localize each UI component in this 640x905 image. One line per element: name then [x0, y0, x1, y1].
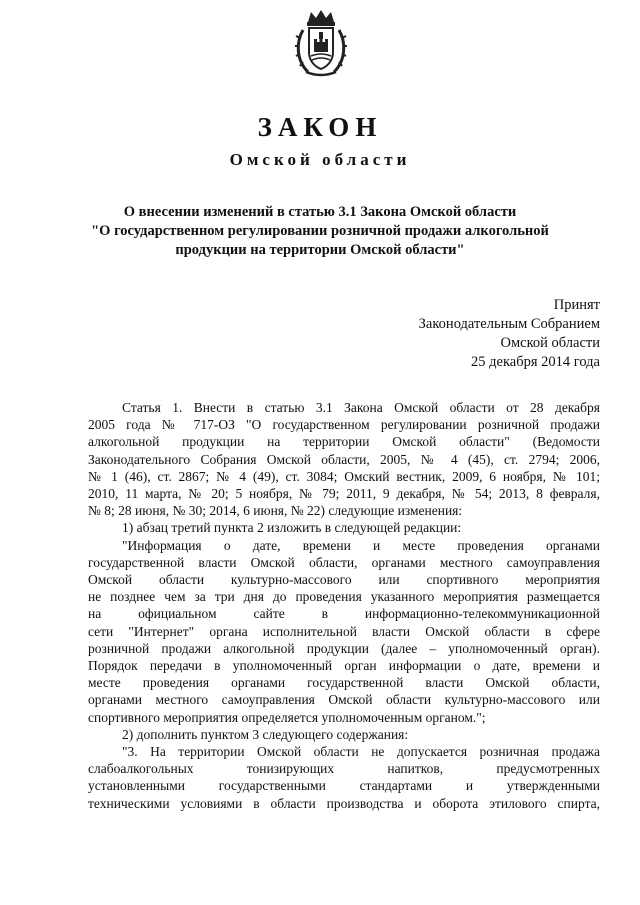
body-line: 1) абзац третий пункта 2 изложить в следующей редакции:: [122, 520, 462, 536]
body-line: № 8; 28 июня, № 30; 2014, 6 июня, № 22) следующие изменения:: [88, 503, 463, 519]
adoption-block: [419, 296, 600, 372]
body-line: Порядок передачи в уполномоченный орган информации о дате, времени и: [88, 658, 600, 674]
article-body: [88, 399, 600, 812]
body-line: сети "Интернет" органа исполнительной власти Омской области в сфере: [88, 623, 600, 639]
adoption-date: 25 декабря 2014 года: [471, 354, 600, 370]
adoption-line: Законодательным Собранием: [418, 316, 600, 332]
body-line: не позднее чем за три дня до проведения указанного мероприятия размещается: [88, 589, 600, 605]
body-line: спортивного мероприятия определяется уполномоченным органом.";: [88, 709, 486, 725]
body-line: слабоалкогольных тонизирующих напитков, предусмотренных: [88, 761, 600, 777]
body-line: Омской области культурно-массового или спортивного мероприятия: [88, 572, 600, 588]
body-line: на официальном сайте в информационно-телекоммуникационной: [88, 606, 600, 622]
body-line: органами местного самоуправления Омской области культурно-массового или: [88, 692, 600, 708]
body-line: 2005 года № 717-ОЗ "О государственном регулировании розничной продажи: [88, 417, 600, 433]
body-line: розничной продажи алкогольной продукции (далее – уполномоченный орган).: [88, 640, 600, 656]
body-line: алкогольной продукции на территории Омской области" (Ведомости: [88, 434, 600, 450]
body-line: № 1 (46), ст. 2867; № 4 (49), ст. 3084; Омский вестник, 2009, 6 ноября, № 101;: [88, 468, 600, 484]
adoption-line: Принят: [553, 297, 600, 313]
body-line: техническими условиями в области производства и оборота этилового спирта,: [88, 795, 600, 811]
body-line: Законодательного Собрания Омской области, 2005, № 4 (45), ст. 2794; 2006,: [88, 451, 600, 467]
adoption-line: Омской области: [500, 335, 600, 351]
body-line: установленными государственными стандартами и утвержденными: [88, 778, 600, 794]
body-line: "Информация о дате, времени и месте проведения органами: [122, 537, 600, 553]
body-line: "3. На территории Омской области не допускается розничная продажа: [122, 744, 600, 760]
body-line: Статья 1. Внести в статью 3.1 Закона Омской области от 28 декабря: [122, 400, 600, 415]
omsk-coat-of-arms-icon: [294, 8, 348, 80]
heading-line: продукции на территории Омской области": [175, 242, 465, 258]
body-line: 2010, 11 марта, № 20; 5 ноября, № 79; 2011, 9 декабря, № 54; 2013, 8 февраля,: [88, 486, 600, 502]
heading-line: О внесении изменений в статью 3.1 Закона Омской области: [123, 204, 517, 220]
body-line: государственной власти Омской области, органами местного самоуправления: [88, 554, 600, 570]
heading-line: "О государственном регулировании розничной продажи алкогольной: [91, 223, 549, 239]
law-title: ЗАКОН: [257, 112, 383, 142]
law-region: Омской области: [229, 150, 411, 169]
body-line: 2) дополнить пунктом 3 следующего содержания:: [122, 726, 409, 742]
body-line: месте проведения органами государственной власти Омской области,: [88, 675, 600, 691]
document-heading: [0, 203, 640, 260]
